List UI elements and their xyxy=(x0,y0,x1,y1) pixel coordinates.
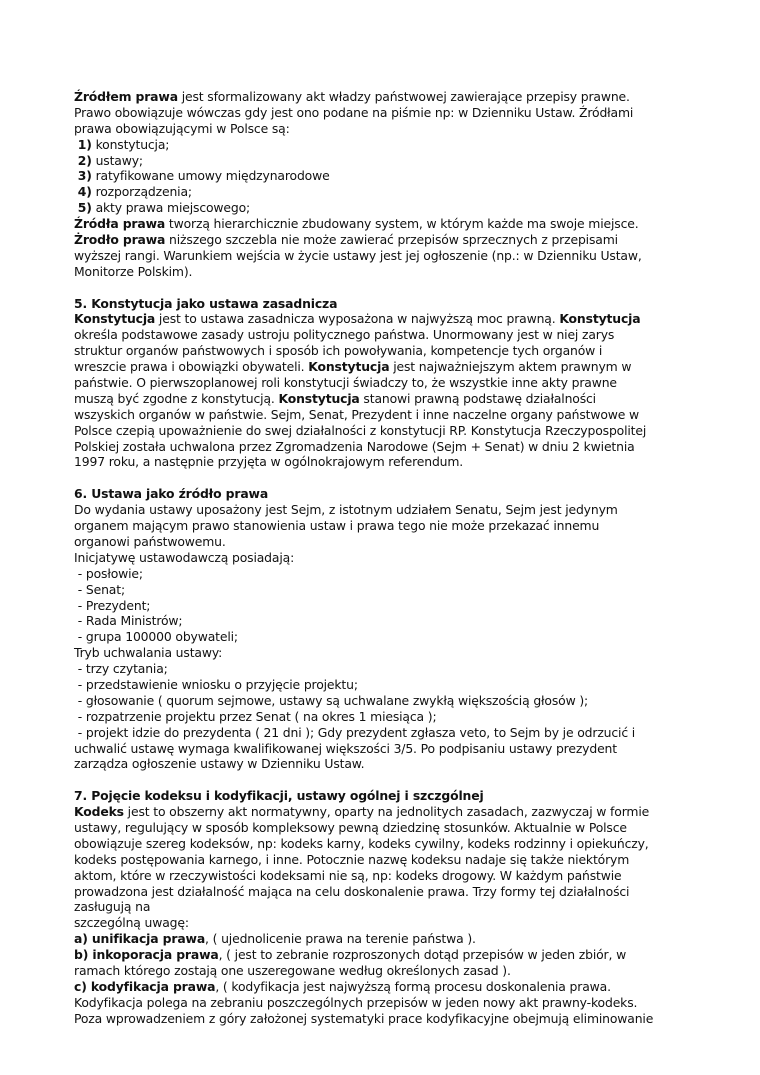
text-line xyxy=(74,518,714,534)
text-line xyxy=(74,391,714,407)
bold-term: Konstytucja xyxy=(308,359,390,375)
text-line xyxy=(74,184,714,200)
text-line xyxy=(74,629,714,645)
text-line xyxy=(74,931,714,947)
text-run: ramach którego zostają one uszeregowane według określonych zasad ). xyxy=(74,962,511,978)
text-run: rozporządzenia; xyxy=(91,184,192,200)
text-run: Polsce czepią upoważnienie do swej działalności z konstytucji RP. Konstytucja Rzeczypospolitej xyxy=(74,422,647,438)
text-run: - posłowie; xyxy=(74,565,143,581)
text-run: - głosowanie ( quorum sejmowe, ustawy są uchwalane zwykłą większością głosów ); xyxy=(74,692,589,708)
text-line xyxy=(74,454,714,470)
text-run: organowi państwowemu. xyxy=(74,533,226,549)
section-6-ustawa xyxy=(74,486,714,788)
text-line xyxy=(74,963,714,979)
section-intro xyxy=(74,89,714,296)
text-line xyxy=(74,725,714,741)
text-line xyxy=(74,598,714,614)
text-run: Poza wprowadzeniem z góry założonej systematyki prace kodyfikacyjne obejmują eliminowanie xyxy=(74,1010,654,1026)
text-run: - przedstawienie wniosku o przyjęcie projektu; xyxy=(74,676,358,692)
text-run: Tryb uchwalania ustawy: xyxy=(74,645,223,661)
text-run: jest to ustawa zasadnicza wyposażona w najwyższą moc prawną. xyxy=(155,311,560,327)
text-line xyxy=(74,820,714,836)
text-run: określa podstawowe zasady ustroju politycznego państwa. Unormowany jest w niej zarys xyxy=(74,327,615,343)
text-line xyxy=(74,979,714,995)
text-line xyxy=(74,359,714,375)
text-run: - Prezydent; xyxy=(74,597,151,613)
text-run: stanowi prawną podstawę działalności xyxy=(359,390,596,406)
text-line xyxy=(74,232,714,248)
text-line xyxy=(74,168,714,184)
document-page xyxy=(74,89,714,1027)
bold-term: 7. Pojęcie kodeksu i kodyfikacji, ustawy ogólnej i szczgólnej xyxy=(74,788,484,804)
text-line xyxy=(74,836,714,852)
bold-term: 3) xyxy=(77,168,92,184)
text-run: wyższej rangi. Warunkiem wejścia w życie ustawy jest jej ogłoszenie (np.: w Dzienniku Ustaw, xyxy=(74,247,642,263)
section-heading xyxy=(74,296,714,312)
text-line xyxy=(74,661,714,677)
text-line xyxy=(74,804,714,820)
text-run: - projekt idzie do prezydenta ( 21 dni ); Gdy prezydent zgłasza veto, to Sejm by je odrzucić i xyxy=(74,724,636,740)
text-line xyxy=(74,439,714,455)
bold-term: Konstytucja xyxy=(74,311,156,327)
text-run: obowiązuje szereg kodeksów, np: kodeks karny, kodeks cywilny, kodeks rodzinny i opiekuńczy, xyxy=(74,835,649,851)
text-line xyxy=(74,693,714,709)
blank-line xyxy=(74,280,714,296)
text-line xyxy=(74,311,714,327)
text-run: zarządza ogłoszenie ustawy w Dzienniku Ustaw. xyxy=(74,756,365,772)
bold-term: Kodeks xyxy=(74,804,124,820)
text-run: - grupa 100000 obywateli; xyxy=(74,629,238,645)
text-line xyxy=(74,566,714,582)
text-line xyxy=(74,89,714,105)
text-line xyxy=(74,502,714,518)
text-line xyxy=(74,868,714,884)
text-line xyxy=(74,407,714,423)
text-line xyxy=(74,947,714,963)
bold-term: b) inkoporacja prawa xyxy=(74,947,219,963)
bold-term: Żrodło prawa xyxy=(74,232,166,248)
text-line xyxy=(74,915,714,931)
text-line xyxy=(74,137,714,153)
text-run: akty prawa miejscowego; xyxy=(91,200,251,216)
text-run: konstytucja; xyxy=(91,136,170,152)
text-line xyxy=(74,153,714,169)
text-run: , ( kodyfikacja jest najwyższą formą procesu doskonalenia prawa. xyxy=(215,978,611,994)
text-run: uchwalić ustawę wymaga kwalifikowanej większości 3/5. Po podpisaniu ustawy prezydent xyxy=(74,740,617,756)
section-heading xyxy=(74,788,714,804)
text-run: Prawo obowiązuje wówczas gdy jest ono podane na piśmie np: w Dzienniku Ustaw. Źródłami xyxy=(74,104,634,120)
text-run: szczególną uwagę: xyxy=(74,915,189,931)
text-line xyxy=(74,264,714,280)
text-line xyxy=(74,550,714,566)
bold-term: c) kodyfikacja prawa xyxy=(74,978,216,994)
text-line xyxy=(74,884,714,900)
text-line xyxy=(74,375,714,391)
text-run: - trzy czytania; xyxy=(74,661,168,677)
text-run: ustawy, regulujący w sposób kompleksowy pewną dziedzinę stosunków. Aktualnie w Polsce xyxy=(74,819,627,835)
text-run: jest najważniejszym aktem prawnym w xyxy=(389,359,632,375)
bold-term: 6. Ustawa jako źródło prawa xyxy=(74,486,269,502)
bold-term: 1) xyxy=(77,136,92,152)
text-run: prawa obowiązującymi w Polsce są: xyxy=(74,120,290,136)
text-run: 1997 roku, a następnie przyjęta w ogólnokrajowym referendum. xyxy=(74,454,464,470)
text-run: państwie. O pierwszoplanowej roli konstytucji świadczy to, że wszystkie inne akty prawne xyxy=(74,375,617,391)
bold-term: 5. Konstytucja jako ustawa zasadnicza xyxy=(74,295,338,311)
bold-term: Konstytucja xyxy=(278,390,360,406)
text-line xyxy=(74,105,714,121)
text-line xyxy=(74,534,714,550)
text-run: jest to obszerny akt normatywny, oparty na jednolitych zasadach, zazwyczaj w formie xyxy=(123,804,650,820)
text-run: , ( ujednolicenie prawa na terenie państwa ). xyxy=(205,931,476,947)
text-line xyxy=(74,899,714,915)
text-line xyxy=(74,852,714,868)
text-line xyxy=(74,248,714,264)
blank-line xyxy=(74,470,714,486)
text-line xyxy=(74,709,714,725)
text-run: Kodyfikacja polega na zebraniu poszczególnych przepisów w jeden nowy akt prawny-kodeks. xyxy=(74,994,638,1010)
bold-term: Źródłem prawa xyxy=(74,89,178,104)
text-run: ratyfikowane umowy międzynarodowe xyxy=(91,168,330,184)
text-run: prowadzona jest działalność mająca na celu doskonalenie prawa. Trzy formy tej działalności xyxy=(74,883,630,899)
text-run: - rozpatrzenie projektu przez Senat ( na okres 1 miesiąca ); xyxy=(74,708,437,724)
text-run: kodeks postępowania karnego, i inne. Potocznie nazwę kodeksu nadaje się także niektórym xyxy=(74,851,630,867)
text-run: - Rada Ministrów; xyxy=(74,613,183,629)
text-line xyxy=(74,121,714,137)
text-run: muszą być zgodne z konstytucją. xyxy=(74,390,279,406)
bold-term: 5) xyxy=(77,200,92,216)
text-run: jest sformalizowany akt władzy państwowej zawierające przepisy prawne. xyxy=(177,89,630,104)
text-run: , ( jest to zebranie rozproszonych dotąd przepisów w jeden zbiór, w xyxy=(218,947,627,963)
text-run: Monitorze Polskim). xyxy=(74,263,193,279)
bold-term: Źródła prawa xyxy=(74,216,166,232)
text-line xyxy=(74,1011,714,1027)
text-line xyxy=(74,200,714,216)
text-run: wszyskich organów w państwie. Sejm, Senat, Prezydent i inne naczelne organy państwowe w xyxy=(74,406,640,422)
section-7-kodeks xyxy=(74,788,714,1026)
text-line xyxy=(74,582,714,598)
text-line xyxy=(74,756,714,772)
text-line xyxy=(74,645,714,661)
text-run: zasługują na xyxy=(74,899,151,915)
bold-term: Konstytucja xyxy=(559,311,641,327)
text-run: Inicjatywę ustawodawczą posiadają: xyxy=(74,549,295,565)
text-line xyxy=(74,677,714,693)
text-run: aktom, które w rzeczywistości kodeksami nie są, np: kodeks drogowy. W każdym państwie xyxy=(74,867,622,883)
text-run: wreszcie prawa i obowiązki obywateli. xyxy=(74,359,309,375)
section-5-konstytucja xyxy=(74,296,714,487)
text-line xyxy=(74,613,714,629)
text-run: Polskiej została uchwalona przez Zgromadzenia Narodowe (Sejm + Senat) w dniu 2 kwietnia xyxy=(74,438,635,454)
text-line xyxy=(74,327,714,343)
text-run: tworzą hierarchicznie zbudowany system, w którym każde ma swoje miejsce. xyxy=(165,216,639,232)
bold-term: a) unifikacja prawa xyxy=(74,931,206,947)
text-line xyxy=(74,423,714,439)
section-heading xyxy=(74,486,714,502)
text-run: organem mającym prawo stanowienia ustaw i prawa tego nie może przekazać innemu xyxy=(74,518,600,534)
text-run: Do wydania ustawy uposażony jest Sejm, z istotnym udziałem Senatu, Sejm jest jedynym xyxy=(74,502,618,518)
bold-term: 2) xyxy=(77,152,92,168)
text-run: - Senat; xyxy=(74,581,125,597)
text-run: ustawy; xyxy=(91,152,143,168)
bold-term: 4) xyxy=(77,184,92,200)
blank-line xyxy=(74,772,714,788)
text-line xyxy=(74,995,714,1011)
text-run: struktur organów państwowych i sposób ich powoływania, kompetencje tych organów i xyxy=(74,343,603,359)
text-line xyxy=(74,741,714,757)
text-line xyxy=(74,216,714,232)
text-line xyxy=(74,343,714,359)
text-run: niższego szczebla nie może zawierać przepisów sprzecznych z przepisami xyxy=(165,232,618,248)
